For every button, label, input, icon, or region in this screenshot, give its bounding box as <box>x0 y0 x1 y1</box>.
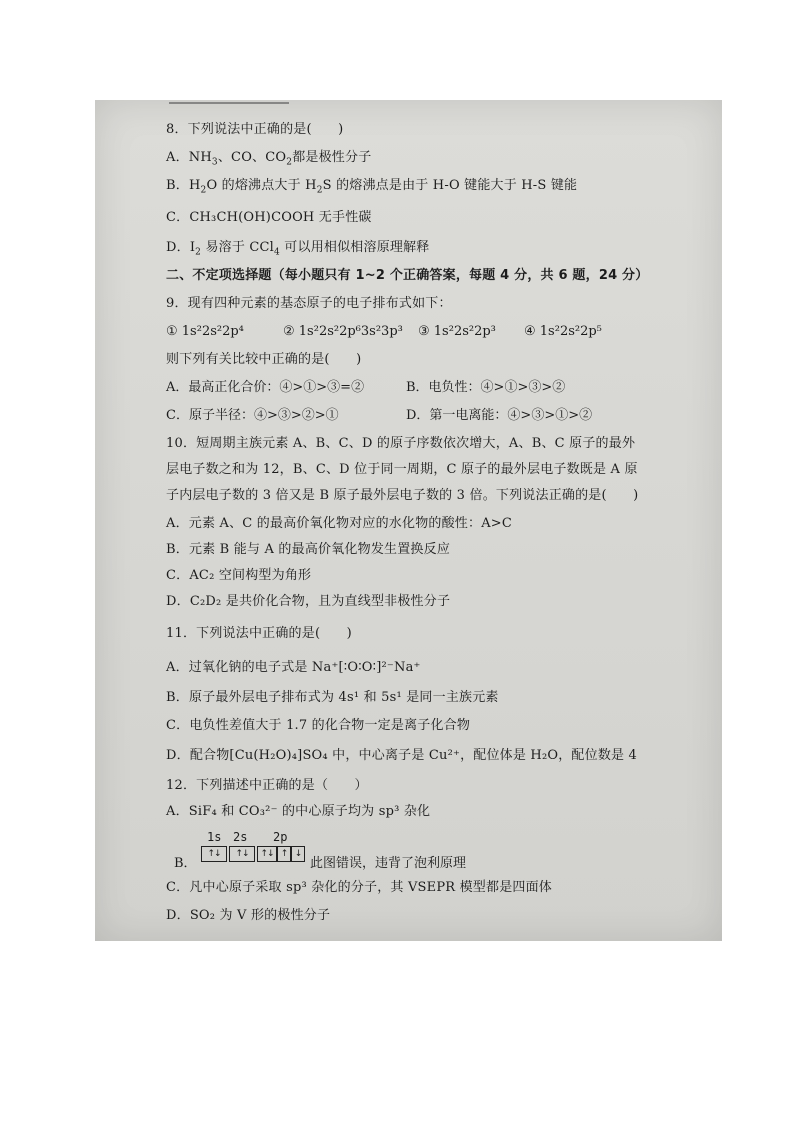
question-11: 11．下列说法中正确的是( ) <box>166 626 352 641</box>
q8-option-d <box>166 240 706 256</box>
q8d-sub: 2 <box>195 247 202 258</box>
q9-option-d: D．第一电离能：④>③>①>② <box>406 408 593 423</box>
q10-line-3: 子内层电子数的 3 倍又是 B 原子最外层电子数的 3 倍。下列说法正确的是( ) <box>166 488 639 503</box>
q8-option-a <box>166 150 706 166</box>
q9-config-4: ④ 1s²2s²2p⁵ <box>524 324 602 339</box>
q11-option-d: D．配合物[Cu(H₂O)₄]SO₄ 中，中心离子是 Cu²⁺，配位体是 H₂O，配位数是 4 <box>166 748 638 763</box>
q9-option-c: C．原子半径：④>③>②>① <box>166 408 339 423</box>
q8b-part: O 的熔沸点大于 H <box>206 178 317 193</box>
photographed-page <box>95 100 722 941</box>
q8a-sub: 3 <box>211 157 218 168</box>
question-12: 12．下列描述中正确的是（ ） <box>166 778 368 793</box>
question-8: 8．下列说法中正确的是( ) <box>166 122 344 137</box>
q12-option-d: D．SO₂ 为 V 形的极性分子 <box>166 908 331 923</box>
q9-config-3: ③ 1s²2s²2p³ <box>418 324 496 339</box>
q8a-part: 、CO、CO <box>217 150 287 165</box>
q12-option-c: C．凡中心原子采取 sp³ 杂化的分子，其 VSEPR 模型都是四面体 <box>166 880 552 895</box>
q10-line-2: 层电子数之和为 12，B、C、D 位于同一周期，C 原子的最外层电子数既是 A 原 <box>166 462 638 477</box>
q8-option-c: C．CH₃CH(OH)COOH 无手性碳 <box>166 210 372 225</box>
q8b-part: B．H <box>166 178 201 193</box>
q8b-sub: 2 <box>200 185 207 196</box>
q8b-part: S 的熔沸点是由于 H-O 键能大于 H-S 键能 <box>322 178 578 193</box>
q8a-part: 都是极性分子 <box>292 150 372 165</box>
q10-line-1: 10．短周期主族元素 A、B、C、D 的原子序数依次增大，A、B、C 原子的最外 <box>166 436 636 451</box>
q12-option-a: A．SiF₄ 和 CO₃²⁻ 的中心原子均为 sp³ 杂化 <box>166 804 431 819</box>
orbital-box-2p-2: ↑ <box>277 846 291 862</box>
orbital-box-2p-1: ↑↓ <box>257 846 277 862</box>
q8b-sub: 2 <box>316 185 323 196</box>
q10-option-c: C．AC₂ 空间构型为角形 <box>166 568 312 583</box>
q11-option-c: C．电负性差值大于 1.7 的化合物一定是离子化合物 <box>166 718 471 733</box>
orbital-box-2s: ↑↓ <box>229 846 255 862</box>
q9-config-2: ② 1s²2s²2p⁶3s²3p³ <box>283 324 403 339</box>
q9-config-1: ① 1s²2s²2p⁴ <box>166 324 244 339</box>
q8-option-b <box>166 178 706 194</box>
q8d-sub: 4 <box>274 247 280 258</box>
q11-option-a: A．过氧化钠的电子式是 Na⁺[∶O∶O∶]²⁻Na⁺ <box>166 660 421 675</box>
orbital-box-1s: ↑↓ <box>201 846 227 862</box>
q10-option-a: A．元素 A、C 的最高价氧化物对应的水化物的酸性：A>C <box>166 516 513 531</box>
q10-option-b: B．元素 B 能与 A 的最高价氧化物发生置换反应 <box>166 542 451 557</box>
section-2-heading: 二、不定项选择题（每小题只有 1~2 个正确答案，每题 4 分，共 6 题，24 分） <box>166 268 649 283</box>
q10-option-d: D．C₂D₂ 是共价化合物，且为直线型非极性分子 <box>166 594 451 609</box>
q12-option-b-prefix: B． <box>174 856 197 871</box>
q8a-part: A．NH <box>166 150 212 165</box>
orbital-box-2p-3: ↓ <box>291 846 305 862</box>
question-9: 9．现有四种元素的基态原子的电子排布式如下： <box>166 296 452 311</box>
top-rule <box>169 102 289 104</box>
q9-option-a: A．最高正化合价：④>①>③=② <box>166 380 365 395</box>
q8d-part: 易溶于 CCl <box>201 240 275 255</box>
q9-stem: 则下列有关比较中正确的是( ) <box>166 352 362 367</box>
orbital-label-2s: 2s <box>233 830 248 844</box>
q11-option-b: B．原子最外层电子排布式为 4s¹ 和 5s¹ 是同一主族元素 <box>166 690 499 705</box>
q9-option-b: B．电负性：④>①>③>② <box>406 380 566 395</box>
orbital-label-2p: 2p <box>273 830 288 844</box>
q8d-part: 可以用相似相溶原理解释 <box>279 240 430 255</box>
q8d-part: D．I <box>166 240 196 255</box>
q8a-sub: 2 <box>286 157 293 168</box>
orbital-label-1s: 1s <box>207 830 222 844</box>
q12-option-b-text: 此图错误，违背了泡利原理 <box>310 856 467 871</box>
